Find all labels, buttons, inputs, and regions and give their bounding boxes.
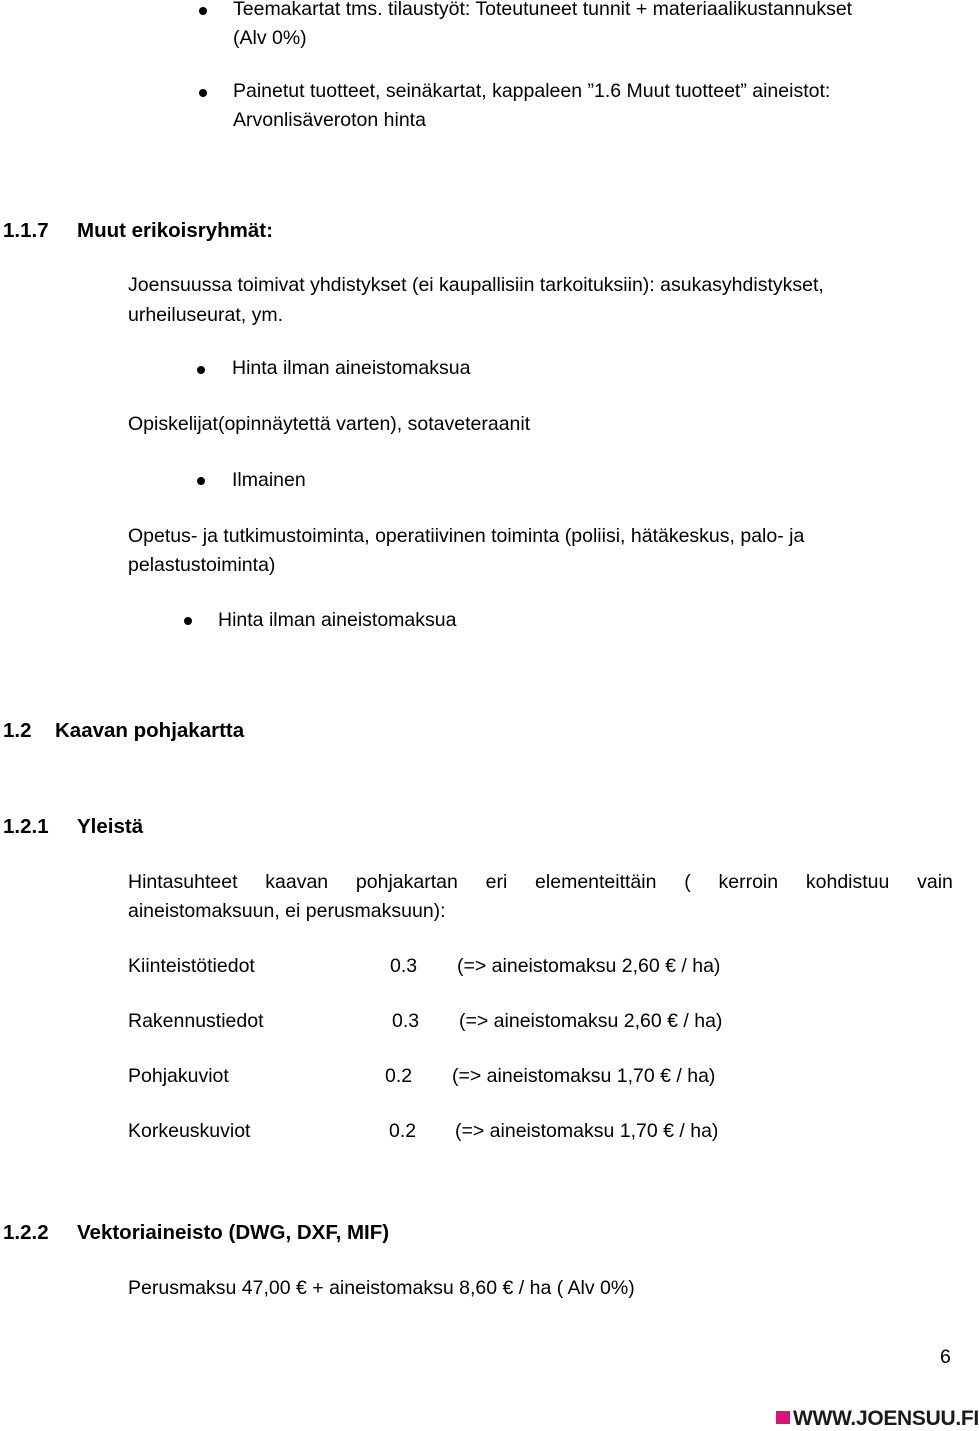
bullet-text-line: Teemakartat tms. tilaustyöt: Toteutuneet tunnit + materiaalikustannukset: [233, 0, 853, 20]
intro-word: kohdistuu: [805, 871, 890, 893]
bullet-marker: [197, 366, 205, 374]
intro-word: vain: [917, 871, 953, 893]
bullet-text-line: Painetut tuotteet, seinäkartat, kappaleen ”1.6 Muut tuotteet” aineistot:: [233, 80, 831, 102]
paragraph-line: Perusmaksu 47,00 € + aineistomaksu 8,60 € / ha ( Alv 0%): [128, 1277, 635, 1299]
row-note: (=> aineistomaksu 2,60 € / ha): [459, 1010, 723, 1032]
intro-word: kerroin: [718, 871, 779, 893]
section-heading: Kaavan pohjakartta: [55, 719, 245, 742]
bullet-marker: [184, 617, 192, 625]
section-number: 1.2: [3, 719, 32, 742]
paragraph-line: aineistomaksuun, ei perusmaksuun):: [128, 900, 446, 922]
row-note: (=> aineistomaksu 1,70 € / ha): [452, 1065, 716, 1087]
section-number: 1.2.2: [3, 1221, 49, 1244]
intro-word: Hintasuhteet: [128, 871, 238, 893]
paragraph-line: Opiskelijat(opinnäytettä varten), sotaveteraanit: [128, 413, 531, 435]
row-note: (=> aineistomaksu 1,70 € / ha): [455, 1120, 719, 1142]
intro-word: elementeittäin: [535, 871, 657, 893]
bullet-marker: [197, 477, 205, 485]
row-factor: 0.3: [392, 1010, 420, 1032]
bullet-text-line: (Alv 0%): [233, 27, 307, 49]
row-note: (=> aineistomaksu 2,60 € / ha): [457, 955, 721, 977]
section-heading: Muut erikoisryhmät:: [77, 219, 273, 242]
intro-word: pohjakartan: [355, 871, 458, 893]
paragraph-line: Opetus- ja tutkimustoiminta, operatiivinen toiminta (poliisi, hätäkeskus, palo- ja: [128, 525, 805, 547]
paragraph-line: pelastustoiminta): [128, 554, 276, 576]
page-number: 6: [940, 1346, 951, 1368]
logo-text: WWW.JOENSUU.FI: [793, 1407, 979, 1430]
bullet-text: Hinta ilman aineistomaksua: [232, 357, 471, 379]
row-name: Kiinteistötiedot: [128, 955, 255, 977]
intro-word: eri: [485, 871, 508, 893]
section-heading: Yleistä: [77, 815, 144, 838]
bullet-text: Hinta ilman aineistomaksua: [218, 609, 457, 631]
paragraph-line: urheiluseurat, ym.: [128, 304, 283, 326]
bullet-text-line: Arvonlisäveroton hinta: [233, 109, 426, 131]
row-factor: 0.2: [385, 1065, 413, 1087]
bullet-text: Ilmainen: [232, 469, 306, 491]
row-name: Rakennustiedot: [128, 1010, 264, 1032]
logo-mark-icon: [776, 1411, 790, 1424]
row-factor: 0.2: [389, 1120, 417, 1142]
row-name: Pohjakuviot: [128, 1065, 229, 1087]
section-heading: Vektoriaineisto (DWG, DXF, MIF): [77, 1221, 390, 1244]
bullet-marker: [199, 7, 207, 15]
row-factor: 0.3: [390, 955, 418, 977]
section-number: 1.2.1: [3, 815, 49, 838]
paragraph-line: Joensuussa toimivat yhdistykset (ei kaupallisiin tarkoituksiin): asukasyhdistykset,: [128, 274, 824, 296]
section-number: 1.1.7: [3, 219, 49, 242]
bullet-marker: [199, 89, 207, 97]
justified-intro-line: [128, 871, 953, 894]
intro-word: kaavan: [265, 871, 329, 893]
intro-word: (: [684, 871, 691, 893]
row-name: Korkeuskuviot: [128, 1120, 251, 1142]
